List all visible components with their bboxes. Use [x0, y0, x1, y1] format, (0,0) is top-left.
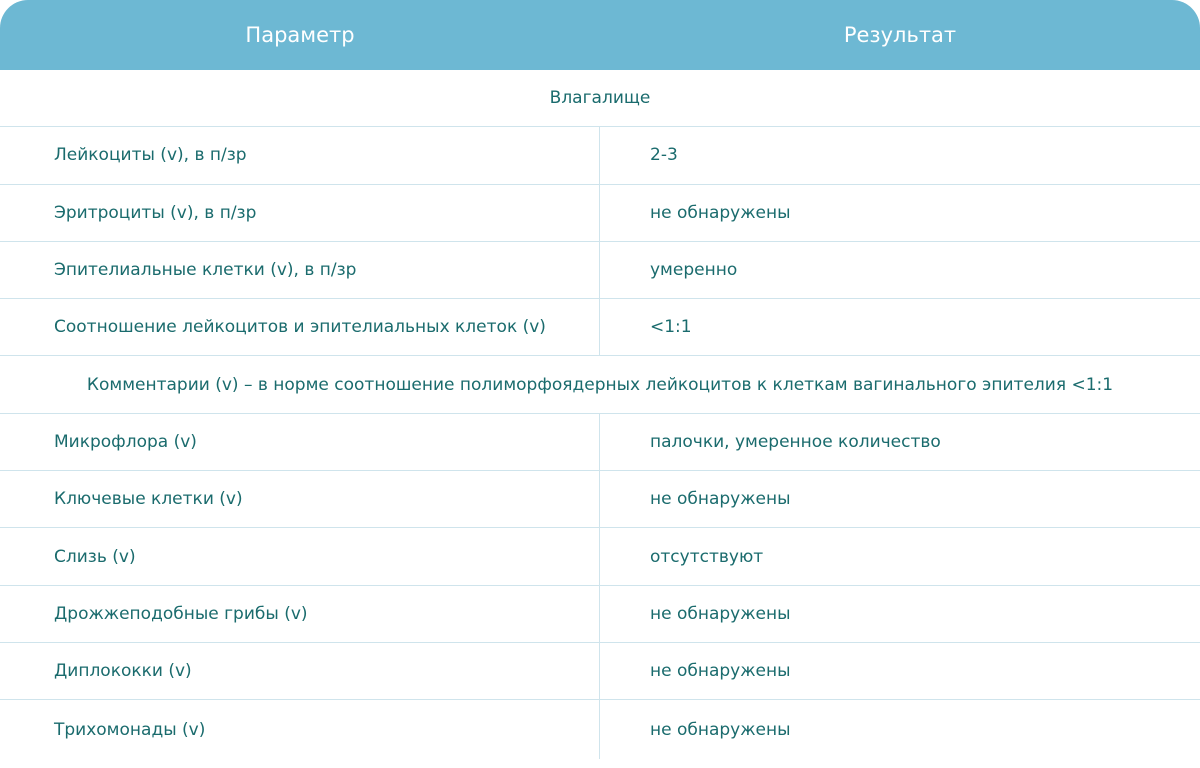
section-row	[0, 70, 1200, 127]
result-cell: не обнаружены	[650, 661, 791, 682]
result-cell: <1:1	[650, 317, 692, 338]
table-row	[0, 643, 1200, 700]
result-cell: не обнаружены	[650, 719, 791, 740]
table-row	[0, 586, 1200, 643]
param-cell: Диплококки (v)	[0, 643, 600, 699]
result-cell: палочки, умеренное количество	[650, 431, 941, 452]
comment-text: Комментарии (v) – в норме соотношение полиморфоядерных лейкоцитов к клеткам вагинального эпителия <1:1	[86, 374, 1114, 395]
param-cell: Эпителиальные клетки (v), в п/зр	[0, 242, 600, 298]
table-header	[0, 0, 1200, 70]
param-cell: Слизь (v)	[0, 528, 600, 584]
param-cell: Ключевые клетки (v)	[0, 471, 600, 527]
param-cell: Эритроциты (v), в п/зр	[0, 185, 600, 241]
result-cell: умеренно	[650, 260, 738, 281]
table-row	[0, 127, 1200, 184]
param-cell: Соотношение лейкоцитов и эпителиальных клеток (v)	[0, 299, 600, 355]
result-cell: не обнаружены	[650, 603, 791, 624]
param-cell: Трихомонады (v)	[0, 700, 600, 759]
result-cell: 2-3	[650, 145, 678, 166]
table-row	[0, 414, 1200, 471]
param-cell: Дрожжеподобные грибы (v)	[0, 586, 600, 642]
result-cell: отсутствуют	[650, 546, 764, 567]
header-result: Результат	[843, 23, 957, 47]
section-title: Влагалище	[549, 88, 651, 109]
table-row	[0, 299, 1200, 356]
result-cell: не обнаружены	[650, 489, 791, 510]
table-row	[0, 528, 1200, 585]
param-cell: Лейкоциты (v), в п/зр	[0, 127, 600, 183]
table-row	[0, 700, 1200, 759]
result-cell: не обнаружены	[650, 202, 791, 223]
table-row	[0, 471, 1200, 528]
header-param: Параметр	[245, 23, 355, 47]
table-row	[0, 242, 1200, 299]
comment-row	[0, 356, 1200, 413]
param-cell: Микрофлора (v)	[0, 414, 600, 470]
table-row	[0, 185, 1200, 242]
